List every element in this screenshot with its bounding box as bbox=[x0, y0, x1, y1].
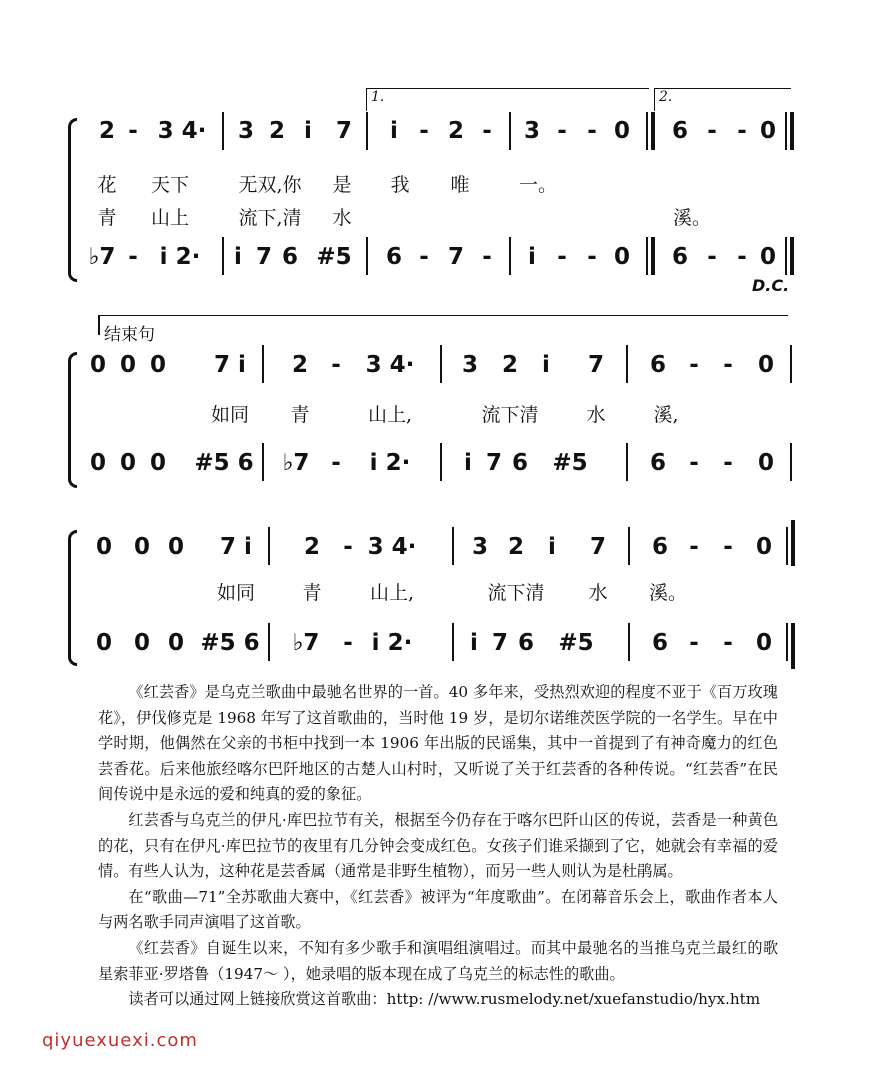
lyric: 流下清 bbox=[481, 404, 539, 426]
system3-lyrics bbox=[0, 578, 878, 612]
lyric: 流下,清 bbox=[238, 207, 302, 229]
note: ♭7 bbox=[282, 450, 310, 476]
note: i 2· bbox=[369, 450, 411, 476]
barline bbox=[452, 623, 454, 661]
lyric: 花 bbox=[97, 174, 117, 196]
note: 6 bbox=[385, 244, 403, 270]
barline bbox=[785, 112, 787, 150]
note: 0 bbox=[95, 534, 113, 560]
note: 2 bbox=[507, 534, 525, 560]
note: - bbox=[689, 534, 699, 560]
note: i bbox=[390, 118, 398, 144]
note: 7 bbox=[447, 244, 465, 270]
lyric: 山上, bbox=[367, 404, 413, 426]
volta-first-ending bbox=[366, 88, 649, 111]
barline bbox=[268, 527, 270, 565]
barline bbox=[786, 623, 788, 661]
note: 7 bbox=[587, 352, 605, 378]
barline bbox=[785, 237, 787, 275]
lyric: 溪。 bbox=[648, 582, 688, 604]
system3-upper-notes bbox=[0, 534, 878, 568]
barline bbox=[509, 112, 511, 150]
lyric: 水 bbox=[332, 207, 352, 229]
note: 0 bbox=[89, 352, 107, 378]
note: - bbox=[331, 352, 341, 378]
dc-marking: D.C. bbox=[752, 276, 790, 295]
note: 6 bbox=[651, 534, 669, 560]
note: ♭7 bbox=[88, 244, 116, 270]
note: i bbox=[464, 450, 472, 476]
note: - bbox=[723, 534, 733, 560]
note: 0 bbox=[119, 450, 137, 476]
note: #5 6 bbox=[200, 630, 260, 656]
note: 0 bbox=[755, 534, 773, 560]
barline bbox=[440, 443, 442, 481]
barline bbox=[366, 237, 368, 275]
note: i 2· bbox=[159, 244, 201, 270]
system1-lyrics-verse2 bbox=[0, 203, 878, 237]
barline bbox=[452, 527, 454, 565]
paragraph: 《红芸香》是乌克兰歌曲中最驰名世界的一首。40 多年来，受热烈欢迎的程度不亚于《百万玫瑰花》，伊伐修克是 1968 年写了这首歌曲的，当时他 19 岁，是切尔诺维茨医学院的一名学生。早在中学时期，他偶然在父亲的书柜中找到一本 1906 年出版的民谣集，其中一首提到了有神奇魔力的红色芸香花。后来他旅经喀尔巴阡地区的古楚人山村时，又听说了关于红芸香的各种传说。“红芸香”在民间传说中是永远的爱和纯真的爱的象征。 bbox=[98, 683, 778, 804]
volta2-label: 2. bbox=[659, 89, 673, 105]
note: 2 bbox=[268, 118, 286, 144]
note: 0 bbox=[119, 352, 137, 378]
barline bbox=[626, 345, 628, 383]
note: 0 bbox=[167, 534, 185, 560]
note: 2 bbox=[98, 118, 116, 144]
barline bbox=[262, 443, 264, 481]
note: - bbox=[128, 244, 138, 270]
note: - bbox=[557, 244, 567, 270]
note: 7 bbox=[485, 450, 503, 476]
note: 3 bbox=[237, 118, 255, 144]
note: - bbox=[689, 630, 699, 656]
note: i bbox=[528, 244, 536, 270]
note: 6 bbox=[511, 450, 529, 476]
note: #5 bbox=[552, 450, 588, 476]
system3-lower-notes bbox=[0, 630, 878, 664]
coda-bracket bbox=[98, 315, 100, 335]
note: 3 4· bbox=[365, 352, 415, 378]
note: 0 bbox=[613, 118, 631, 144]
note: - bbox=[689, 450, 699, 476]
note: #5 bbox=[558, 630, 594, 656]
note: - bbox=[707, 244, 717, 270]
lyric: 流下清 bbox=[487, 582, 545, 604]
coda-line bbox=[98, 315, 788, 316]
note: 6 bbox=[281, 244, 299, 270]
note: 3 bbox=[523, 118, 541, 144]
note: 6 bbox=[671, 244, 689, 270]
lyric: 如同 bbox=[210, 404, 250, 426]
note: - bbox=[723, 630, 733, 656]
lyric: 唯 bbox=[450, 174, 470, 196]
lyric: 溪。 bbox=[672, 207, 712, 229]
paragraph: 《红芸香》自诞生以来，不知有多少歌手和演唱组演唱过。而其中最驰名的当推乌克兰最红的歌星索菲亚·罗塔鲁（1947～ ），她录唱的版本现在成了乌克兰的标志性的歌曲。 bbox=[98, 938, 778, 983]
lyric: 水 bbox=[586, 404, 606, 426]
note: - bbox=[128, 118, 138, 144]
repeat-bar bbox=[651, 237, 655, 275]
note: - bbox=[737, 118, 747, 144]
note: - bbox=[343, 534, 353, 560]
system1-lower-notes bbox=[0, 244, 878, 278]
note: 0 bbox=[89, 450, 107, 476]
note: 2 bbox=[501, 352, 519, 378]
note: 0 bbox=[149, 352, 167, 378]
lyric: 天下 bbox=[150, 174, 190, 196]
note: i bbox=[470, 630, 478, 656]
note: - bbox=[343, 630, 353, 656]
note: - bbox=[737, 244, 747, 270]
site-watermark: qiyuexuexi.com bbox=[42, 1030, 198, 1051]
note: 7 i bbox=[220, 534, 252, 560]
barline bbox=[440, 345, 442, 383]
lyric: 一。 bbox=[518, 174, 558, 196]
lyric: 青 bbox=[290, 404, 310, 426]
note: - bbox=[723, 352, 733, 378]
barline bbox=[646, 237, 648, 275]
note: 2 bbox=[291, 352, 309, 378]
note: i bbox=[548, 534, 556, 560]
note: - bbox=[482, 118, 492, 144]
final-bar bbox=[791, 520, 795, 566]
note: - bbox=[707, 118, 717, 144]
note: 6 bbox=[517, 630, 535, 656]
paragraph-link: 读者可以通过网上链接欣赏这首歌曲：http: //www.rusmelody.net/xuefanstudio/hyx.htm bbox=[128, 990, 761, 1009]
lyric: 水 bbox=[588, 582, 608, 604]
barline bbox=[646, 112, 648, 150]
note: 7 i bbox=[214, 352, 246, 378]
note: #5 6 bbox=[194, 450, 254, 476]
note: 2 bbox=[303, 534, 321, 560]
note: - bbox=[482, 244, 492, 270]
barline bbox=[268, 623, 270, 661]
note: 0 bbox=[757, 450, 775, 476]
note: 0 bbox=[149, 450, 167, 476]
volta1-label: 1. bbox=[371, 89, 385, 105]
note: 0 bbox=[167, 630, 185, 656]
note: - bbox=[331, 450, 341, 476]
system2-lyrics bbox=[0, 400, 878, 434]
article-text bbox=[98, 680, 778, 1013]
note: 0 bbox=[759, 118, 777, 144]
system1-lyrics-verse1 bbox=[0, 170, 878, 204]
note: ♭7 bbox=[292, 630, 320, 656]
barline bbox=[366, 112, 368, 150]
note: 0 bbox=[95, 630, 113, 656]
lyric: 青 bbox=[97, 207, 117, 229]
note: 7 bbox=[491, 630, 509, 656]
lyric: 溪, bbox=[653, 404, 679, 426]
note: i bbox=[234, 244, 242, 270]
note: 0 bbox=[755, 630, 773, 656]
note: 0 bbox=[133, 630, 151, 656]
note: 6 bbox=[649, 352, 667, 378]
lyric: 山上 bbox=[150, 207, 190, 229]
lyric: 是 bbox=[332, 174, 352, 196]
final-bar bbox=[791, 623, 795, 669]
note: i bbox=[304, 118, 312, 144]
barline bbox=[509, 237, 511, 275]
note: - bbox=[723, 450, 733, 476]
lyric: 如同 bbox=[216, 582, 256, 604]
barline bbox=[222, 237, 224, 275]
note: 3 bbox=[471, 534, 489, 560]
lyric: 我 bbox=[390, 174, 410, 196]
note: 3 4· bbox=[367, 534, 417, 560]
note: 0 bbox=[759, 244, 777, 270]
barline bbox=[790, 345, 792, 383]
note: i bbox=[542, 352, 550, 378]
note: - bbox=[419, 118, 429, 144]
barline bbox=[626, 443, 628, 481]
final-bar bbox=[790, 112, 794, 150]
note: 7 bbox=[255, 244, 273, 270]
note: #5 bbox=[316, 244, 352, 270]
note: - bbox=[587, 118, 597, 144]
lyric: 无双,你 bbox=[238, 174, 302, 196]
note: 0 bbox=[613, 244, 631, 270]
note: - bbox=[587, 244, 597, 270]
note: 0 bbox=[133, 534, 151, 560]
barline bbox=[628, 623, 630, 661]
note: 3 4· bbox=[157, 118, 207, 144]
note: 6 bbox=[649, 450, 667, 476]
note: 0 bbox=[757, 352, 775, 378]
barline bbox=[628, 527, 630, 565]
note: i 2· bbox=[371, 630, 413, 656]
volta-second-ending bbox=[654, 88, 791, 111]
system2-lower-notes bbox=[0, 450, 878, 484]
system2-upper-notes bbox=[0, 352, 878, 386]
note: 6 bbox=[651, 630, 669, 656]
system1-upper-notes bbox=[0, 118, 878, 152]
lyric: 山上, bbox=[369, 582, 415, 604]
note: 3 bbox=[461, 352, 479, 378]
final-bar bbox=[790, 237, 794, 275]
note: - bbox=[419, 244, 429, 270]
note: 6 bbox=[671, 118, 689, 144]
coda-label: 结束句 bbox=[104, 325, 155, 345]
paragraph: 红芸香与乌克兰的伊凡·库巴拉节有关，根据至今仍存在于喀尔巴阡山区的传说，芸香是一种黄色的花，只有在伊凡·库巴拉节的夜里有几分钟会变成红色。女孩子们谁采撷到了它，她就会有幸福的爱情。有些人认为，这种花是芸香属（通常是非野生植物），而另一些人则认为是杜鹃属。 bbox=[98, 810, 778, 881]
lyric: 青 bbox=[302, 582, 322, 604]
note: 7 bbox=[335, 118, 353, 144]
note: - bbox=[689, 352, 699, 378]
note: 7 bbox=[589, 534, 607, 560]
barline bbox=[222, 112, 224, 150]
note: - bbox=[557, 118, 567, 144]
repeat-bar bbox=[651, 112, 655, 150]
barline bbox=[790, 443, 792, 481]
paragraph: 在“歌曲—71”全苏歌曲大赛中，《红芸香》被评为“年度歌曲”。在闭幕音乐会上，歌曲作者本人与两名歌手同声演唱了这首歌。 bbox=[98, 887, 778, 932]
note: 2 bbox=[447, 118, 465, 144]
barline bbox=[786, 527, 788, 565]
barline bbox=[262, 345, 264, 383]
